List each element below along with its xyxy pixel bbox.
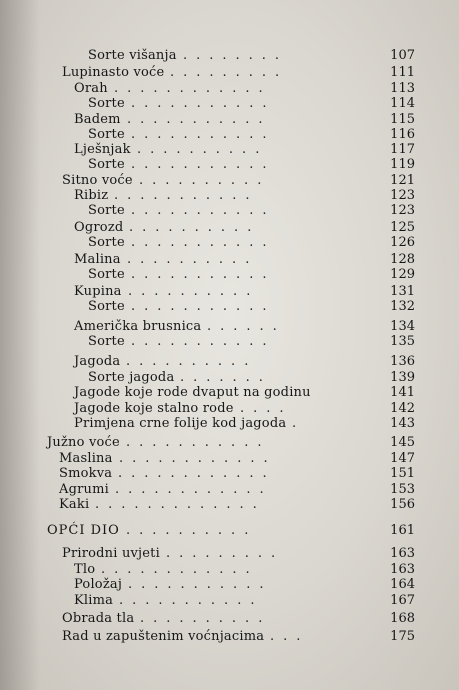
- dot-leader: ...........: [131, 127, 276, 142]
- dot-leader: ...........: [131, 203, 276, 218]
- toc-page-number: 142: [390, 401, 415, 416]
- toc-entry-title: Ribiz: [74, 188, 109, 203]
- toc-page-number: 143: [390, 416, 415, 431]
- dot-leader: ...........: [131, 157, 276, 172]
- toc-entry-title: Agrumi: [59, 482, 109, 497]
- dot-leader: ...........: [114, 188, 259, 203]
- toc-entry-title: Sorte: [88, 127, 125, 142]
- toc-page-number: 167: [390, 593, 415, 608]
- toc-page-number: 113: [390, 81, 415, 96]
- dot-leader: ............: [101, 562, 259, 577]
- dot-leader: ...........: [131, 299, 276, 314]
- toc-entry-title: Lupinasto voće: [62, 65, 165, 80]
- toc-page-number: 163: [390, 562, 415, 577]
- toc-page-number: 117: [390, 142, 415, 157]
- toc-page-number: 114: [390, 96, 415, 111]
- toc-page-number: 119: [390, 157, 415, 172]
- dot-leader: .: [292, 416, 306, 431]
- dot-leader: ..........: [126, 354, 258, 369]
- toc-page-number: 116: [390, 127, 415, 142]
- toc-page-number: 153: [390, 482, 415, 497]
- toc-entry-title: Prirodni uvjeti: [62, 546, 160, 561]
- toc-entry-title: Sorte: [88, 203, 125, 218]
- toc-page-number: 123: [390, 203, 415, 218]
- toc-entry: [0, 266, 459, 284]
- toc-entry: [0, 415, 459, 433]
- toc-entry-title: OPĆI DIO: [47, 523, 120, 538]
- dot-leader: .............: [95, 497, 266, 512]
- dot-leader: ..........: [128, 284, 260, 299]
- dot-leader: ......: [207, 319, 286, 334]
- toc-page-number: 141: [390, 385, 415, 400]
- toc-entry-title: Sorte: [88, 157, 125, 172]
- toc-page-number: 132: [390, 299, 415, 314]
- dot-leader: ....: [240, 401, 293, 416]
- toc-page-number: 121: [390, 173, 415, 188]
- dot-leader: ...........: [126, 435, 271, 450]
- toc-page-number: 136: [390, 354, 415, 369]
- toc-entry-title: Sorte: [88, 96, 125, 111]
- toc-page-number: 145: [390, 435, 415, 450]
- toc-entry-title: Obrada tla: [62, 611, 135, 626]
- dot-leader: ...........: [131, 267, 276, 282]
- dot-leader: ...........: [127, 112, 272, 127]
- toc-entry: [0, 496, 459, 514]
- dot-leader: ...........: [131, 235, 276, 250]
- toc-entry-title: Sorte: [88, 235, 125, 250]
- toc-page-number: 111: [390, 65, 415, 80]
- toc-entry-title: Smokva: [59, 466, 113, 481]
- toc-entry-title: Sitno voće: [62, 173, 133, 188]
- toc-entry-title: Sorte: [88, 267, 125, 282]
- dot-leader: ...: [270, 629, 310, 644]
- toc-page-number: 156: [390, 497, 415, 512]
- toc-page-number: 163: [390, 546, 415, 561]
- dot-leader: ..........: [140, 611, 272, 626]
- toc-entry-title: Položaj: [74, 577, 123, 592]
- dot-leader: ..........: [129, 220, 261, 235]
- toc-entry-title: Kaki: [59, 497, 90, 512]
- toc-entry-title: Primjena crne folije kod jagoda: [74, 416, 287, 431]
- toc-entry-title: Kupina: [74, 284, 122, 299]
- toc-page-number: 115: [390, 112, 415, 127]
- dot-leader: ...........: [131, 96, 276, 111]
- toc-entry: [0, 610, 459, 628]
- toc-page-number: 161: [390, 523, 415, 538]
- toc-entry-title: Jagode koje rode dvaput na godinu: [74, 385, 311, 400]
- toc-entry-title: Ogrozd: [74, 220, 124, 235]
- dot-leader: .........: [166, 546, 285, 561]
- toc-page-number: 123: [390, 188, 415, 203]
- toc-entry-title: Maslina: [59, 451, 113, 466]
- toc-page-number: 151: [390, 466, 415, 481]
- toc-entry-title: Američka brusnica: [74, 319, 202, 334]
- toc-page-number: 126: [390, 235, 415, 250]
- toc-entry-title: Jagode koje stalno rode: [74, 401, 234, 416]
- dot-leader: ............: [115, 482, 273, 497]
- toc-page-number: 129: [390, 267, 415, 282]
- toc-entry-title: Sorte višanja: [88, 48, 177, 63]
- dot-leader: ...........: [128, 577, 273, 592]
- toc-entry-title: Klima: [74, 593, 114, 608]
- toc-page-number: 131: [390, 284, 415, 299]
- toc-entry: [0, 592, 459, 610]
- dot-leader: ...........: [119, 593, 264, 608]
- toc-entry: [0, 202, 459, 220]
- toc-entry: [0, 628, 459, 646]
- toc-page-number: 107: [390, 48, 415, 63]
- dot-leader: ..........: [127, 252, 259, 267]
- toc-page-number: 125: [390, 220, 415, 235]
- toc-entry-title: Jagoda: [74, 354, 121, 369]
- dot-leader: ...........: [131, 334, 276, 349]
- toc-entry-title: Sorte: [88, 299, 125, 314]
- toc-page-number: 135: [390, 334, 415, 349]
- dot-leader: ............: [118, 466, 276, 481]
- dot-leader: .......: [180, 370, 272, 385]
- dot-leader: ..........: [126, 523, 258, 538]
- toc-page-number: 175: [390, 629, 415, 644]
- toc-entry: [0, 333, 459, 351]
- toc-entry-title: Sorte: [88, 334, 125, 349]
- dot-leader: ..........: [139, 173, 271, 188]
- toc-entry-title: Lješnjak: [74, 142, 131, 157]
- dot-leader: ............: [114, 81, 272, 96]
- toc-entry: [0, 522, 459, 540]
- dot-leader: .........: [170, 65, 289, 80]
- toc-page-number: 139: [390, 370, 415, 385]
- toc-entry-title: Rad u zapuštenim voćnjacima: [62, 629, 265, 644]
- dot-leader: ........: [183, 48, 289, 63]
- toc-entry-title: Malina: [74, 252, 121, 267]
- toc-entry-title: Orah: [74, 81, 108, 96]
- toc-entry: [0, 234, 459, 252]
- toc-entry-title: Tlo: [74, 562, 96, 577]
- dot-leader: ............: [119, 451, 277, 466]
- toc-entry-title: Badem: [74, 112, 121, 127]
- toc-entry-title: Sorte jagoda: [88, 370, 175, 385]
- toc-page-number: 168: [390, 611, 415, 626]
- toc-page-number: 164: [390, 577, 415, 592]
- toc-entry: [0, 298, 459, 316]
- toc-page-number: 147: [390, 451, 415, 466]
- toc-entry: [0, 47, 459, 65]
- toc-entry-title: Južno voće: [47, 435, 120, 450]
- toc-page-number: 134: [390, 319, 415, 334]
- dot-leader: ..........: [137, 142, 269, 157]
- toc-page-number: 128: [390, 252, 415, 267]
